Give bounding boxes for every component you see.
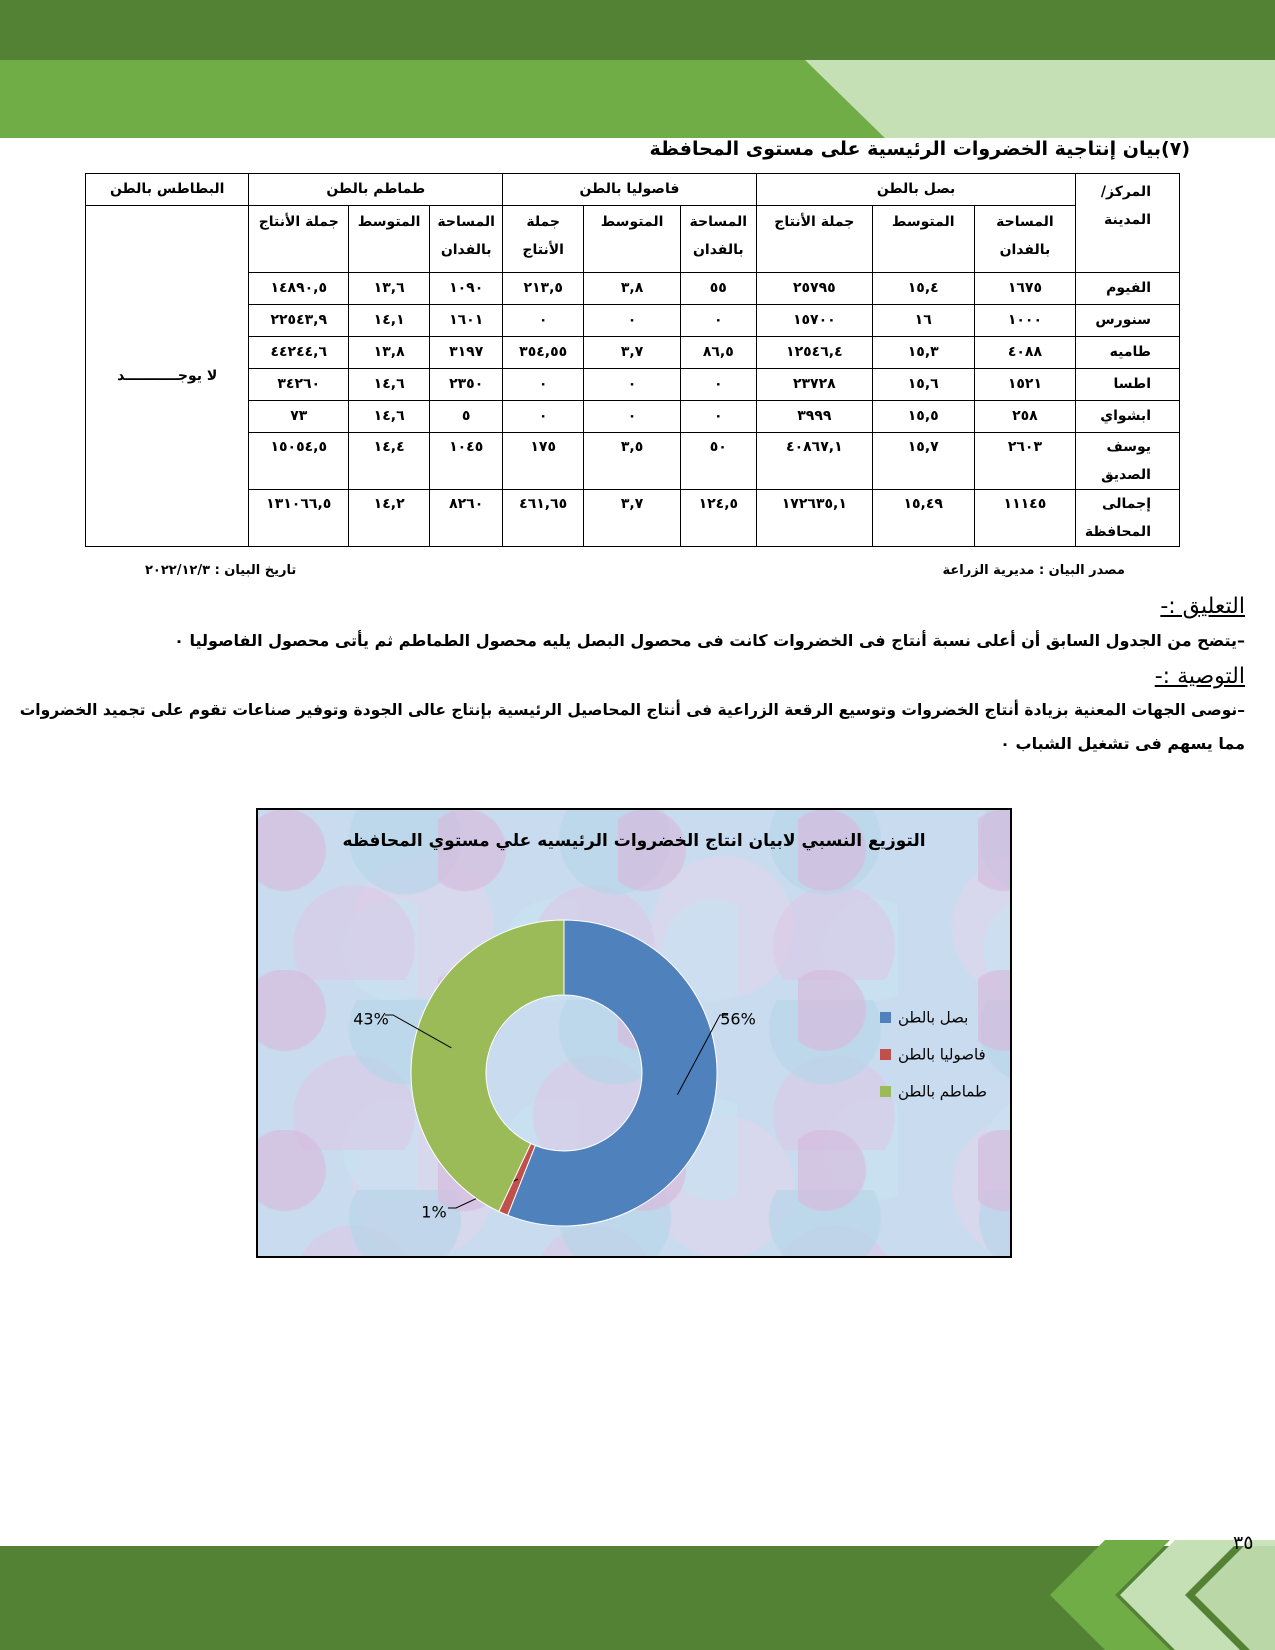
cell: ١٧٢٦٣٥,١: [756, 490, 872, 547]
header-onion: بصل بالطن: [756, 174, 1075, 206]
cell: ٠: [503, 305, 584, 337]
legend-label-2: طماطم بالطن: [898, 1082, 987, 1101]
cell: ٢١٣,٥: [503, 273, 584, 305]
header-center-line2: المدينة: [1104, 212, 1151, 228]
header-center: [1076, 174, 1180, 273]
sub-total-line2: الأنتاج: [522, 242, 564, 258]
cell: ٥: [430, 401, 503, 433]
sub-beans-area: [680, 206, 756, 273]
cell: ٣١٩٧: [430, 337, 503, 369]
cell: ٢٥٧٩٥: [756, 273, 872, 305]
table-row: [86, 273, 1180, 305]
cell: ٣٤٢٦٠: [249, 369, 349, 401]
cell: ٢٣٧٢٨: [756, 369, 872, 401]
cell: ٢٦٠٣: [974, 433, 1076, 490]
row-name-line1: إجمالى: [1102, 496, 1151, 512]
chart-container: [256, 808, 1012, 1258]
cell: ٣,٧: [584, 490, 681, 547]
row-name: طاميه: [1076, 337, 1180, 369]
data-date: تاريخ البيان : ٢٠٢٢/١٢/٣: [145, 563, 297, 578]
cell: ١٥,٥: [872, 401, 974, 433]
comment-text: –يتضح من الجدول السابق أن أعلى نسبة أنتاج فى الخضروات كانت فى محصول البصل يليه محصول الطماطم ثم يأتى محصول الفاصوليا ٠: [174, 631, 1245, 650]
sub-onion-total: جملة الأنتاج: [756, 206, 872, 273]
cell: ٠: [584, 369, 681, 401]
cell: ٤٦١,٦٥: [503, 490, 584, 547]
data-source: مصدر البيان : مديرية الزراعة: [942, 563, 1125, 578]
cell: ٣٩٩٩: [756, 401, 872, 433]
recommendation-text-line1: –نوصى الجهات المعنية بزيادة أنتاج الخضروات وتوسيع الرقعة الزراعية فى أنتاج المحاصيل الرئيسية بإنتاج عالى الجودة وتوفير صناعات تقوم على تجميد الخضروات: [19, 701, 1245, 719]
cell: ١٦٠١: [430, 305, 503, 337]
cell: ١٥,٤: [872, 273, 974, 305]
sub-total-line1: جملة: [526, 214, 561, 230]
cell: ١٤,٤: [349, 433, 430, 490]
legend-swatch-0: [880, 1012, 891, 1023]
cell: ١٥٠٥٤,٥: [249, 433, 349, 490]
cell: ١٥,٧: [872, 433, 974, 490]
header-center-line1: المركز/: [1100, 184, 1151, 200]
cell: ٣٥٤,٥٥: [503, 337, 584, 369]
cell: ٠: [584, 305, 681, 337]
cell: ٠: [680, 401, 756, 433]
cell: ٠: [680, 305, 756, 337]
table-row-total: [86, 490, 1180, 547]
cell: ١٠٠٠: [974, 305, 1076, 337]
row-name-line2: المحافظة: [1084, 524, 1151, 540]
cell: ١٥,٣: [872, 337, 974, 369]
cell: ١٢٤,٥: [680, 490, 756, 547]
sub-area-line1: المساحة: [689, 214, 748, 230]
cell: ٣,٧: [584, 337, 681, 369]
sub-area-line2: بالفدان: [440, 242, 492, 258]
cell: ٠: [680, 369, 756, 401]
cell: ٤٠٨٨: [974, 337, 1076, 369]
header-potato: البطاطس بالطن: [86, 174, 249, 206]
table-row: [86, 305, 1180, 337]
cell: ٣,٥: [584, 433, 681, 490]
sub-beans-total: [503, 206, 584, 273]
cell: ٥٠: [680, 433, 756, 490]
potato-none: لا يوجـــــــــــد: [86, 206, 249, 547]
header-band-accent: [805, 60, 1275, 138]
legend-swatch-1: [880, 1049, 891, 1060]
cell: ١٤,٢: [349, 490, 430, 547]
cell: ٢٣٥٠: [430, 369, 503, 401]
sub-tomato-area: [430, 206, 503, 273]
row-name-line1: يوسف: [1106, 439, 1151, 455]
data-label-2: 43%: [353, 1009, 389, 1029]
sub-onion-area: [974, 206, 1076, 273]
table-subheader-row: [86, 206, 1180, 273]
row-name: سنورس: [1076, 305, 1180, 337]
cell: ٨٦,٥: [680, 337, 756, 369]
row-name: ابشواي: [1076, 401, 1180, 433]
comment-heading: التعليق :-: [1160, 594, 1245, 619]
cell: ١٣,٦: [349, 273, 430, 305]
sub-tomato-total: جملة الأنتاج: [249, 206, 349, 273]
cell: ١١١٤٥: [974, 490, 1076, 547]
cell: ١٥٢١: [974, 369, 1076, 401]
legend-label-1: فاصوليا بالطن: [898, 1045, 986, 1064]
cell: ١٦٧٥: [974, 273, 1076, 305]
sub-beans-avg: المتوسط: [584, 206, 681, 273]
cell: ٢٥٨: [974, 401, 1076, 433]
cell: ٤٤٢٤٤,٦: [249, 337, 349, 369]
cell: ١٥٧٠٠: [756, 305, 872, 337]
table-row: [86, 433, 1180, 490]
cell: ٤٠٨٦٧,١: [756, 433, 872, 490]
row-name-line2: الصديق: [1101, 467, 1151, 483]
sub-onion-avg: المتوسط: [872, 206, 974, 273]
legend-swatch-2: [880, 1086, 891, 1097]
row-name: اطسا: [1076, 369, 1180, 401]
sub-area-line2: بالفدان: [692, 242, 744, 258]
header-band-dark: [0, 0, 1275, 60]
sub-area-line1: المساحة: [996, 214, 1054, 230]
sub-area-line1: المساحة: [437, 214, 495, 230]
cell: ٥٥: [680, 273, 756, 305]
cell: ٠: [503, 369, 584, 401]
row-name: [1076, 490, 1180, 547]
cell: ٠: [584, 401, 681, 433]
cell: ١٤,٦: [349, 369, 430, 401]
donut-chart: [258, 810, 1010, 1256]
cell: ١٢٥٤٦,٤: [756, 337, 872, 369]
cell: ١٤٨٩٠,٥: [249, 273, 349, 305]
cell: ٢٢٥٤٣,٩: [249, 305, 349, 337]
table-row: [86, 337, 1180, 369]
sub-area-line2: بالفدان: [999, 242, 1051, 258]
chart-title: التوزيع النسبي لابيان انتاج الخضروات الرئيسيه علي مستوي المحافظه: [342, 831, 926, 851]
vegetable-production-table: [85, 173, 1180, 547]
header-beans: فاصوليا بالطن: [503, 174, 757, 206]
cell: ٨٢٦٠: [430, 490, 503, 547]
table-header-row: [86, 174, 1180, 206]
cell: ١٣,٨: [349, 337, 430, 369]
cell: ١٦: [872, 305, 974, 337]
cell: ٧٣: [249, 401, 349, 433]
page-title: (٧)بيان إنتاجية الخضروات الرئيسية على مستوى المحافظة: [649, 138, 1190, 160]
cell: ١٥,٦: [872, 369, 974, 401]
cell: ١٣١٠٦٦,٥: [249, 490, 349, 547]
recommendation-text-line2: مما يسهم فى تشغيل الشباب ٠: [1000, 734, 1245, 753]
table-row: [86, 401, 1180, 433]
row-name: الفيوم: [1076, 273, 1180, 305]
cell: ١٤,١: [349, 305, 430, 337]
cell: ١٠٩٠: [430, 273, 503, 305]
data-label-1: 1%: [421, 1202, 447, 1222]
cell: ١٥,٤٩: [872, 490, 974, 547]
legend-label-0: بصل بالطن: [898, 1008, 969, 1027]
table-row: [86, 369, 1180, 401]
cell: ١٧٥: [503, 433, 584, 490]
row-name: [1076, 433, 1180, 490]
cell: ١٠٤٥: [430, 433, 503, 490]
data-label-0: 56%: [720, 1009, 756, 1029]
header-tomato: طماطم بالطن: [249, 174, 503, 206]
recommendation-heading: التوصية :-: [1154, 664, 1245, 689]
cell: ١٤,٦: [349, 401, 430, 433]
cell: ٣,٨: [584, 273, 681, 305]
page-number: ٣٥: [1233, 1532, 1254, 1554]
cell: ٠: [503, 401, 584, 433]
sub-tomato-avg: المتوسط: [349, 206, 430, 273]
